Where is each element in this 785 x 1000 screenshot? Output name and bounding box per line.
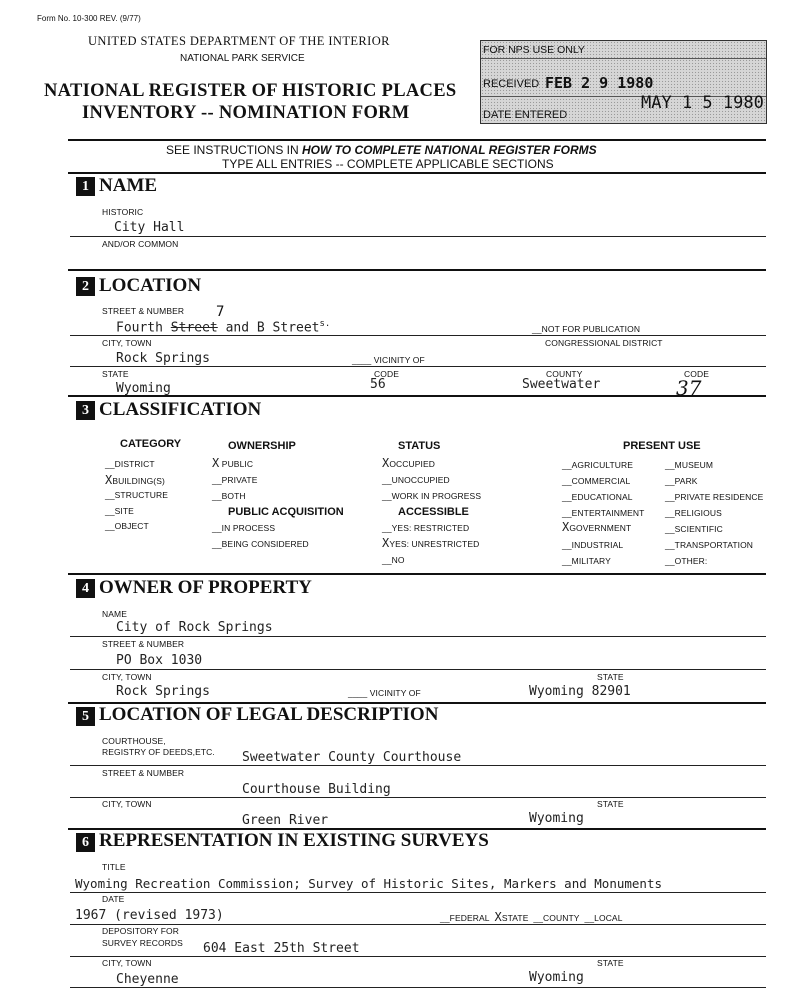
survey-city-label: CITY, TOWN xyxy=(102,958,152,968)
survey-state-value: Wyoming xyxy=(529,970,584,985)
use-commercial: __COMMERCIAL xyxy=(562,476,631,486)
service-name: NATIONAL PARK SERVICE xyxy=(180,53,305,64)
owner-street-label: STREET & NUMBER xyxy=(102,639,185,649)
date-entered-label: DATE ENTERED xyxy=(483,109,568,121)
section-title-surveys: REPRESENTATION IN EXISTING SURVEYS xyxy=(99,830,489,851)
owner-city-value: Rock Springs xyxy=(116,684,210,699)
received-date-stamp: FEB 2 9 1980 xyxy=(545,74,654,92)
ownership-public: X PUBLIC xyxy=(212,456,254,470)
section-number-5: 5 xyxy=(76,707,95,726)
common-name-label: AND/OR COMMON xyxy=(102,239,179,249)
use-educational: __EDUCATIONAL xyxy=(562,492,633,502)
depository-label-2: SURVEY RECORDS xyxy=(102,938,183,948)
access-unrestricted: XYES: UNRESTRICTED xyxy=(382,536,480,550)
section-number-4: 4 xyxy=(76,579,95,598)
county-code-value: 37 xyxy=(676,376,702,400)
legal-street-label: STREET & NUMBER xyxy=(102,768,185,778)
owner-name-label: NAME xyxy=(102,609,127,619)
instructions-line1: SEE INSTRUCTIONS IN HOW TO COMPLETE NATIONAL REGISTER FORMS xyxy=(166,143,597,157)
ownership-both: __BOTH xyxy=(212,491,246,501)
state-code-value: 56 xyxy=(370,377,386,392)
historic-name-value: City Hall xyxy=(114,220,185,235)
use-religious: __RELIGIOUS xyxy=(665,508,722,518)
owner-name-value: City of Rock Springs xyxy=(116,620,273,635)
category-buildings: XBUILDING(S) xyxy=(105,473,165,487)
section-number-1: 1 xyxy=(76,177,95,196)
section-title-classification: CLASSIFICATION xyxy=(99,399,262,420)
department-name: UNITED STATES DEPARTMENT OF THE INTERIOR xyxy=(88,34,390,48)
ownership-private: __PRIVATE xyxy=(212,475,258,485)
historic-label: HISTORIC xyxy=(102,207,144,217)
nps-label: FOR NPS USE ONLY xyxy=(483,44,585,56)
legal-city-label: CITY, TOWN xyxy=(102,799,152,809)
county-label: COUNTY xyxy=(546,369,583,379)
status-unoccupied: __UNOCCUPIED xyxy=(382,475,450,485)
nps-use-box xyxy=(480,40,767,124)
legal-state-label: STATE xyxy=(597,799,624,809)
instructions-line2: TYPE ALL ENTRIES -- COMPLETE APPLICABLE SECTIONS xyxy=(222,157,554,171)
section-title-location: LOCATION xyxy=(99,275,202,296)
survey-title-value: Wyoming Recreation Commission; Survey of Historic Sites, Markers and Monuments xyxy=(75,876,662,891)
form-number: Form No. 10-300 REV. (9/77) xyxy=(37,14,141,23)
category-object: __OBJECT xyxy=(105,521,149,531)
use-transportation: __TRANSPORTATION xyxy=(665,540,754,550)
public-acquisition-heading: PUBLIC ACQUISITION xyxy=(228,506,344,518)
present-use-heading: PRESENT USE xyxy=(623,440,701,452)
survey-city-value: Cheyenne xyxy=(116,972,179,987)
use-park: __PARK xyxy=(665,476,698,486)
status-occupied: XOCCUPIED xyxy=(382,456,435,470)
received-label: RECEIVED xyxy=(483,78,540,90)
courthouse-label-2: REGISTRY OF DEEDS,ETC. xyxy=(102,747,215,757)
city-value: Rock Springs xyxy=(116,351,210,366)
access-no: __NO xyxy=(382,555,405,565)
acquisition-in-process: __IN PROCESS xyxy=(212,523,276,533)
depository-value: 604 East 25th Street xyxy=(203,941,360,956)
city-town-label: CITY, TOWN xyxy=(102,338,152,348)
owner-street-value: PO Box 1030 xyxy=(116,653,203,668)
accessible-heading: ACCESSIBLE xyxy=(398,506,469,518)
state-label: STATE xyxy=(102,369,129,379)
survey-title-label: TITLE xyxy=(102,862,126,872)
status-work-in-progress: __WORK IN PROGRESS xyxy=(382,491,482,501)
survey-date-label: DATE xyxy=(102,894,125,904)
courthouse-value: Sweetwater County Courthouse xyxy=(242,750,462,765)
state-value: Wyoming xyxy=(116,381,171,396)
form-title-line1: NATIONAL REGISTER OF HISTORIC PLACES xyxy=(44,81,457,101)
courthouse-label-1: COURTHOUSE, xyxy=(102,736,166,746)
category-site: __SITE xyxy=(105,506,134,516)
category-district: __DISTRICT xyxy=(105,459,155,469)
use-private-residence: __PRIVATE RESIDENCE xyxy=(665,492,764,502)
depository-label-1: DEPOSITORY FOR xyxy=(102,926,179,936)
survey-state-label: STATE xyxy=(597,958,624,968)
section-title-name: NAME xyxy=(99,175,158,196)
use-government: XGOVERNMENT xyxy=(562,520,632,534)
legal-street-value: Courthouse Building xyxy=(242,782,391,797)
not-for-publication: __NOT FOR PUBLICATION xyxy=(532,324,641,334)
use-military: __MILITARY xyxy=(562,556,611,566)
acquisition-being-considered: __BEING CONSIDERED xyxy=(212,539,309,549)
legal-state-value: Wyoming xyxy=(529,811,584,826)
vicinity-label: ____ VICINITY OF xyxy=(352,355,425,365)
code-label: CODE xyxy=(374,369,399,379)
owner-city-label: CITY, TOWN xyxy=(102,672,152,682)
section-title-legal-description: LOCATION OF LEGAL DESCRIPTION xyxy=(99,704,439,725)
form-title-line2: INVENTORY -- NOMINATION FORM xyxy=(82,103,410,123)
use-entertainment: __ENTERTAINMENT xyxy=(562,508,645,518)
category-structure: __STRUCTURE xyxy=(105,490,168,500)
status-heading: STATUS xyxy=(398,440,441,452)
survey-level-options: __FEDERAL XSTATE __COUNTY __LOCAL xyxy=(440,910,623,924)
use-agriculture: __AGRICULTURE xyxy=(562,460,634,470)
survey-date-value: 1967 (revised 1973) xyxy=(75,908,224,923)
handwritten-mark: 7 xyxy=(216,304,225,320)
street-value: Fourth Street and B Street$^{s.}$ xyxy=(116,319,331,336)
access-restricted: __YES: RESTRICTED xyxy=(382,523,470,533)
street-number-label: STREET & NUMBER xyxy=(102,306,185,316)
county-code-label: CODE xyxy=(684,369,709,379)
section-number-2: 2 xyxy=(76,277,95,296)
use-scientific: __SCIENTIFIC xyxy=(665,524,723,534)
legal-city-value: Green River xyxy=(242,813,329,828)
section-number-3: 3 xyxy=(76,401,95,420)
use-museum: __MUSEUM xyxy=(665,460,714,470)
section-title-owner: OWNER OF PROPERTY xyxy=(99,577,312,598)
ownership-heading: OWNERSHIP xyxy=(228,440,296,452)
date-entered-stamp: MAY 1 5 1980 xyxy=(641,93,764,113)
use-other: __OTHER: xyxy=(665,556,708,566)
owner-state-label: STATE xyxy=(597,672,624,682)
section-number-6: 6 xyxy=(76,833,95,852)
county-value: Sweetwater xyxy=(522,377,601,392)
category-heading: CATEGORY xyxy=(120,438,182,450)
owner-vicinity-label: ____ VICINITY OF xyxy=(348,688,421,698)
congressional-district-label: CONGRESSIONAL DISTRICT xyxy=(545,338,663,348)
owner-state-value: Wyoming 82901 xyxy=(529,684,631,699)
use-industrial: __INDUSTRIAL xyxy=(562,540,624,550)
